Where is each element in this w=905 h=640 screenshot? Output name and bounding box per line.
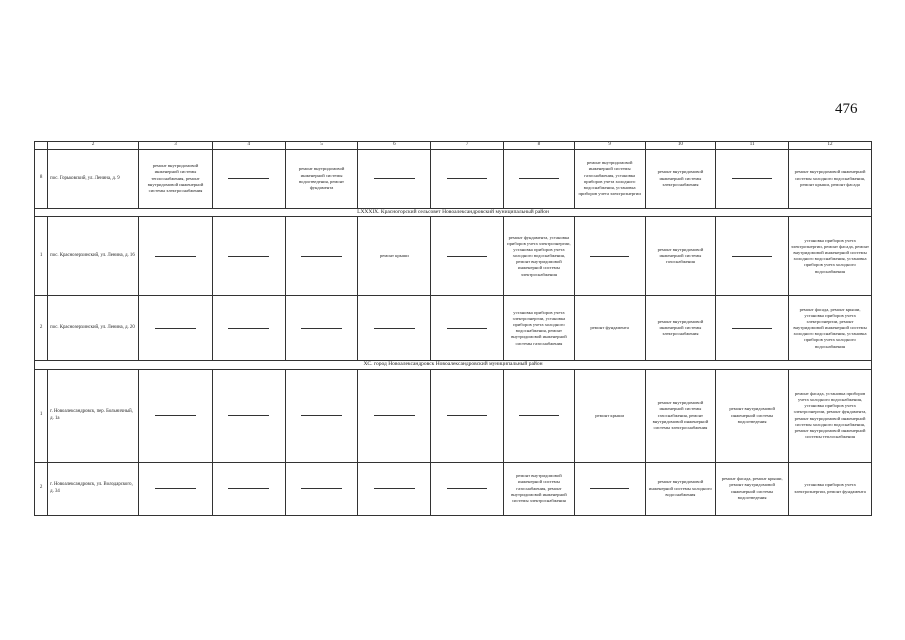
- table-row: [35, 149, 872, 208]
- work-cell-col-7: [431, 296, 504, 361]
- work-cell-col-5: [285, 217, 358, 296]
- work-cell-col-11: [716, 296, 789, 361]
- work-cell-col-11: [716, 217, 789, 296]
- work-cell-col-10: ремонт внутридомовой инженерной системы газоснабжения, ремонт внутридомовой инженерной системы электроснабжения: [645, 369, 716, 462]
- section-header-krasnogorsky: [35, 208, 872, 216]
- dash-line: [228, 415, 269, 416]
- column-header-1: [35, 142, 48, 150]
- dash-line: [732, 328, 773, 329]
- column-header-11: 11: [716, 142, 789, 150]
- column-header-4: 4: [212, 142, 285, 150]
- dash-line: [374, 328, 415, 329]
- work-cell-col-10: ремонт внутридомовой инженерной системы холодного водоснабжения: [645, 462, 716, 515]
- repair-schedule-table: [34, 141, 872, 516]
- address-cell: пос. Краснозерхинский, ул. Ленина, д. 20: [48, 296, 139, 361]
- work-cell-col-3: [139, 369, 213, 462]
- work-cell-col-4: [212, 149, 285, 208]
- work-cell-col-9: ремонт фундамента: [574, 296, 645, 361]
- work-cell-col-6: [358, 149, 431, 208]
- dash-line: [732, 178, 773, 179]
- work-cell-col-8: [504, 369, 575, 462]
- column-header-7: 7: [431, 142, 504, 150]
- header-row: [35, 142, 872, 150]
- work-cell-col-12: ремонт внутридомовой инженерной системы холодного водоснабжения, ремонт крыши, ремонт фасада: [789, 149, 872, 208]
- dash-line: [447, 256, 488, 257]
- work-cell-col-5: [285, 462, 358, 515]
- row-number: 8: [35, 149, 48, 208]
- work-cell-col-7: [431, 462, 504, 515]
- row-number: 1: [35, 369, 48, 462]
- dash-line: [374, 178, 415, 179]
- work-cell-col-12: установка приборов учета электроэнергии, ремонт фасада, ремонт внутридомовой инженерной системы холодного водоснабжения, установка приборов учета холодного водоснабжения: [789, 217, 872, 296]
- column-header-3: 3: [139, 142, 213, 150]
- address-cell: пос. Краснозерхинский, ул. Ленина, д. 16: [48, 217, 139, 296]
- section-header-novoaleksandrovsk: [35, 361, 872, 369]
- work-cell-col-10: ремонт внутридомовой инженерной системы электроснабжения: [645, 296, 716, 361]
- dash-line: [301, 415, 342, 416]
- page-number: 476: [835, 101, 858, 117]
- work-cell-col-5: [285, 296, 358, 361]
- work-cell-col-11: ремонт внутридомовой инженерной системы водоотведения: [716, 369, 789, 462]
- work-cell-col-5: [285, 369, 358, 462]
- column-header-8: 8: [504, 142, 575, 150]
- dash-line: [155, 488, 196, 489]
- work-cell-col-12: ремонт фасада, ремонт крыши, установка приборов учета электроэнергии, ремонт внутридомовой инженерной системы холодного водоснабжения, установка приборов учета холодного водоснабжения: [789, 296, 872, 361]
- table-row: [35, 296, 872, 361]
- work-cell-col-5: ремонт внутридомовой инженерной системы водоотведения, ремонт фундамента: [285, 149, 358, 208]
- work-cell-col-7: [431, 369, 504, 462]
- dash-line: [732, 256, 773, 257]
- work-cell-col-9: ремонт крыши: [574, 369, 645, 462]
- work-cell-col-3: [139, 296, 213, 361]
- work-cell-col-4: [212, 217, 285, 296]
- dash-line: [447, 178, 488, 179]
- dash-line: [228, 178, 269, 179]
- work-cell-col-4: [212, 369, 285, 462]
- dash-line: [374, 415, 415, 416]
- dash-line: [228, 488, 269, 489]
- work-cell-col-3: ремонт внутридомовой инженерной системы теплоснабжения, ремонт внутридомовой инженерной системы электроснабжения: [139, 149, 213, 208]
- column-header-6: 6: [358, 142, 431, 150]
- column-header-2: 2: [48, 142, 139, 150]
- dash-line: [301, 488, 342, 489]
- dash-line: [590, 488, 629, 489]
- dash-line: [301, 256, 342, 257]
- table-row: [35, 217, 872, 296]
- address-cell: пос. Горьковский, ул. Ленина, д. 9: [48, 149, 139, 208]
- work-cell-col-6: [358, 369, 431, 462]
- address-cell: г. Новоалександровск, пер. Больничный, д. 1а: [48, 369, 139, 462]
- dash-line: [155, 328, 196, 329]
- work-cell-col-10: ремонт внутридомовой инженерной системы электроснабжения: [645, 149, 716, 208]
- dash-line: [228, 256, 269, 257]
- dash-line: [447, 415, 488, 416]
- work-cell-col-4: [212, 462, 285, 515]
- dash-line: [155, 415, 196, 416]
- work-cell-col-7: [431, 217, 504, 296]
- row-number: 1: [35, 217, 48, 296]
- dash-line: [301, 328, 342, 329]
- work-cell-col-10: ремонт внутридомовой инженерной системы газоснабжения: [645, 217, 716, 296]
- work-cell-col-11: ремонт фасада, ремонт крыши, ремонт внутридомовой инженерной системы водоотведения: [716, 462, 789, 515]
- work-cell-col-8: [504, 149, 575, 208]
- work-cell-col-6: [358, 462, 431, 515]
- work-cell-col-12: установка приборов учета электроэнергии, ремонт фундамента: [789, 462, 872, 515]
- work-cell-col-7: [431, 149, 504, 208]
- section-title: XC. город Новоалександровск Новоалександровский муниципальный район: [35, 361, 872, 369]
- work-cell-col-9: ремонт внутридомовой инженерной системы газоснабжения, установка приборов учета холодного водоснабжения, установка приборов учета электроэнергии: [574, 149, 645, 208]
- section-title: LXXXIX. Красногорский сельсовет Новоалександровский муниципальный район: [35, 208, 872, 216]
- dash-line: [447, 488, 488, 489]
- column-header-9: 9: [574, 142, 645, 150]
- work-cell-col-11: [716, 149, 789, 208]
- dash-line: [590, 256, 629, 257]
- work-cell-col-8: ремонт фундамента, установка приборов учета электроэнергии, установка приборов учета холодного водоснабжения, ремонт внутридомовой инженерной системы электроснабжения: [504, 217, 575, 296]
- work-cell-col-12: ремонт фасада, установка приборов учета холодного водоснабжения, установка приборов учета электроэнергии, ремонт фундамента, ремонт внутридомовой инженерной системы холодного водоснабжения, ремонт внутридомовой инженерной системы теплоснабжения: [789, 369, 872, 462]
- dash-line: [519, 178, 558, 179]
- work-cell-col-8: установка приборов учета электроэнергии, установка приборов учета холодного водоснабжения, ремонт внутридомовой инженерной системы газоснабжения: [504, 296, 575, 361]
- column-header-10: 10: [645, 142, 716, 150]
- address-cell: г. Новоалександровск, ул. Володарского, д. 34: [48, 462, 139, 515]
- work-cell-col-3: [139, 462, 213, 515]
- work-cell-col-3: [139, 217, 213, 296]
- column-header-5: 5: [285, 142, 358, 150]
- dash-line: [374, 488, 415, 489]
- work-cell-col-9: [574, 462, 645, 515]
- table-row: [35, 369, 872, 462]
- work-cell-col-8: ремонт внутридомовой инженерной системы газоснабжения, ремонт внутридомовой инженерной системы электроснабжения: [504, 462, 575, 515]
- work-cell-col-9: [574, 217, 645, 296]
- dash-line: [228, 328, 269, 329]
- work-cell-col-4: [212, 296, 285, 361]
- dash-line: [155, 256, 196, 257]
- table-row: [35, 462, 872, 515]
- work-cell-col-6: [358, 296, 431, 361]
- column-header-12: 12: [789, 142, 872, 150]
- row-number: 2: [35, 462, 48, 515]
- dash-line: [519, 415, 558, 416]
- dash-line: [447, 328, 488, 329]
- row-number: 2: [35, 296, 48, 361]
- work-cell-col-6: ремонт крыши: [358, 217, 431, 296]
